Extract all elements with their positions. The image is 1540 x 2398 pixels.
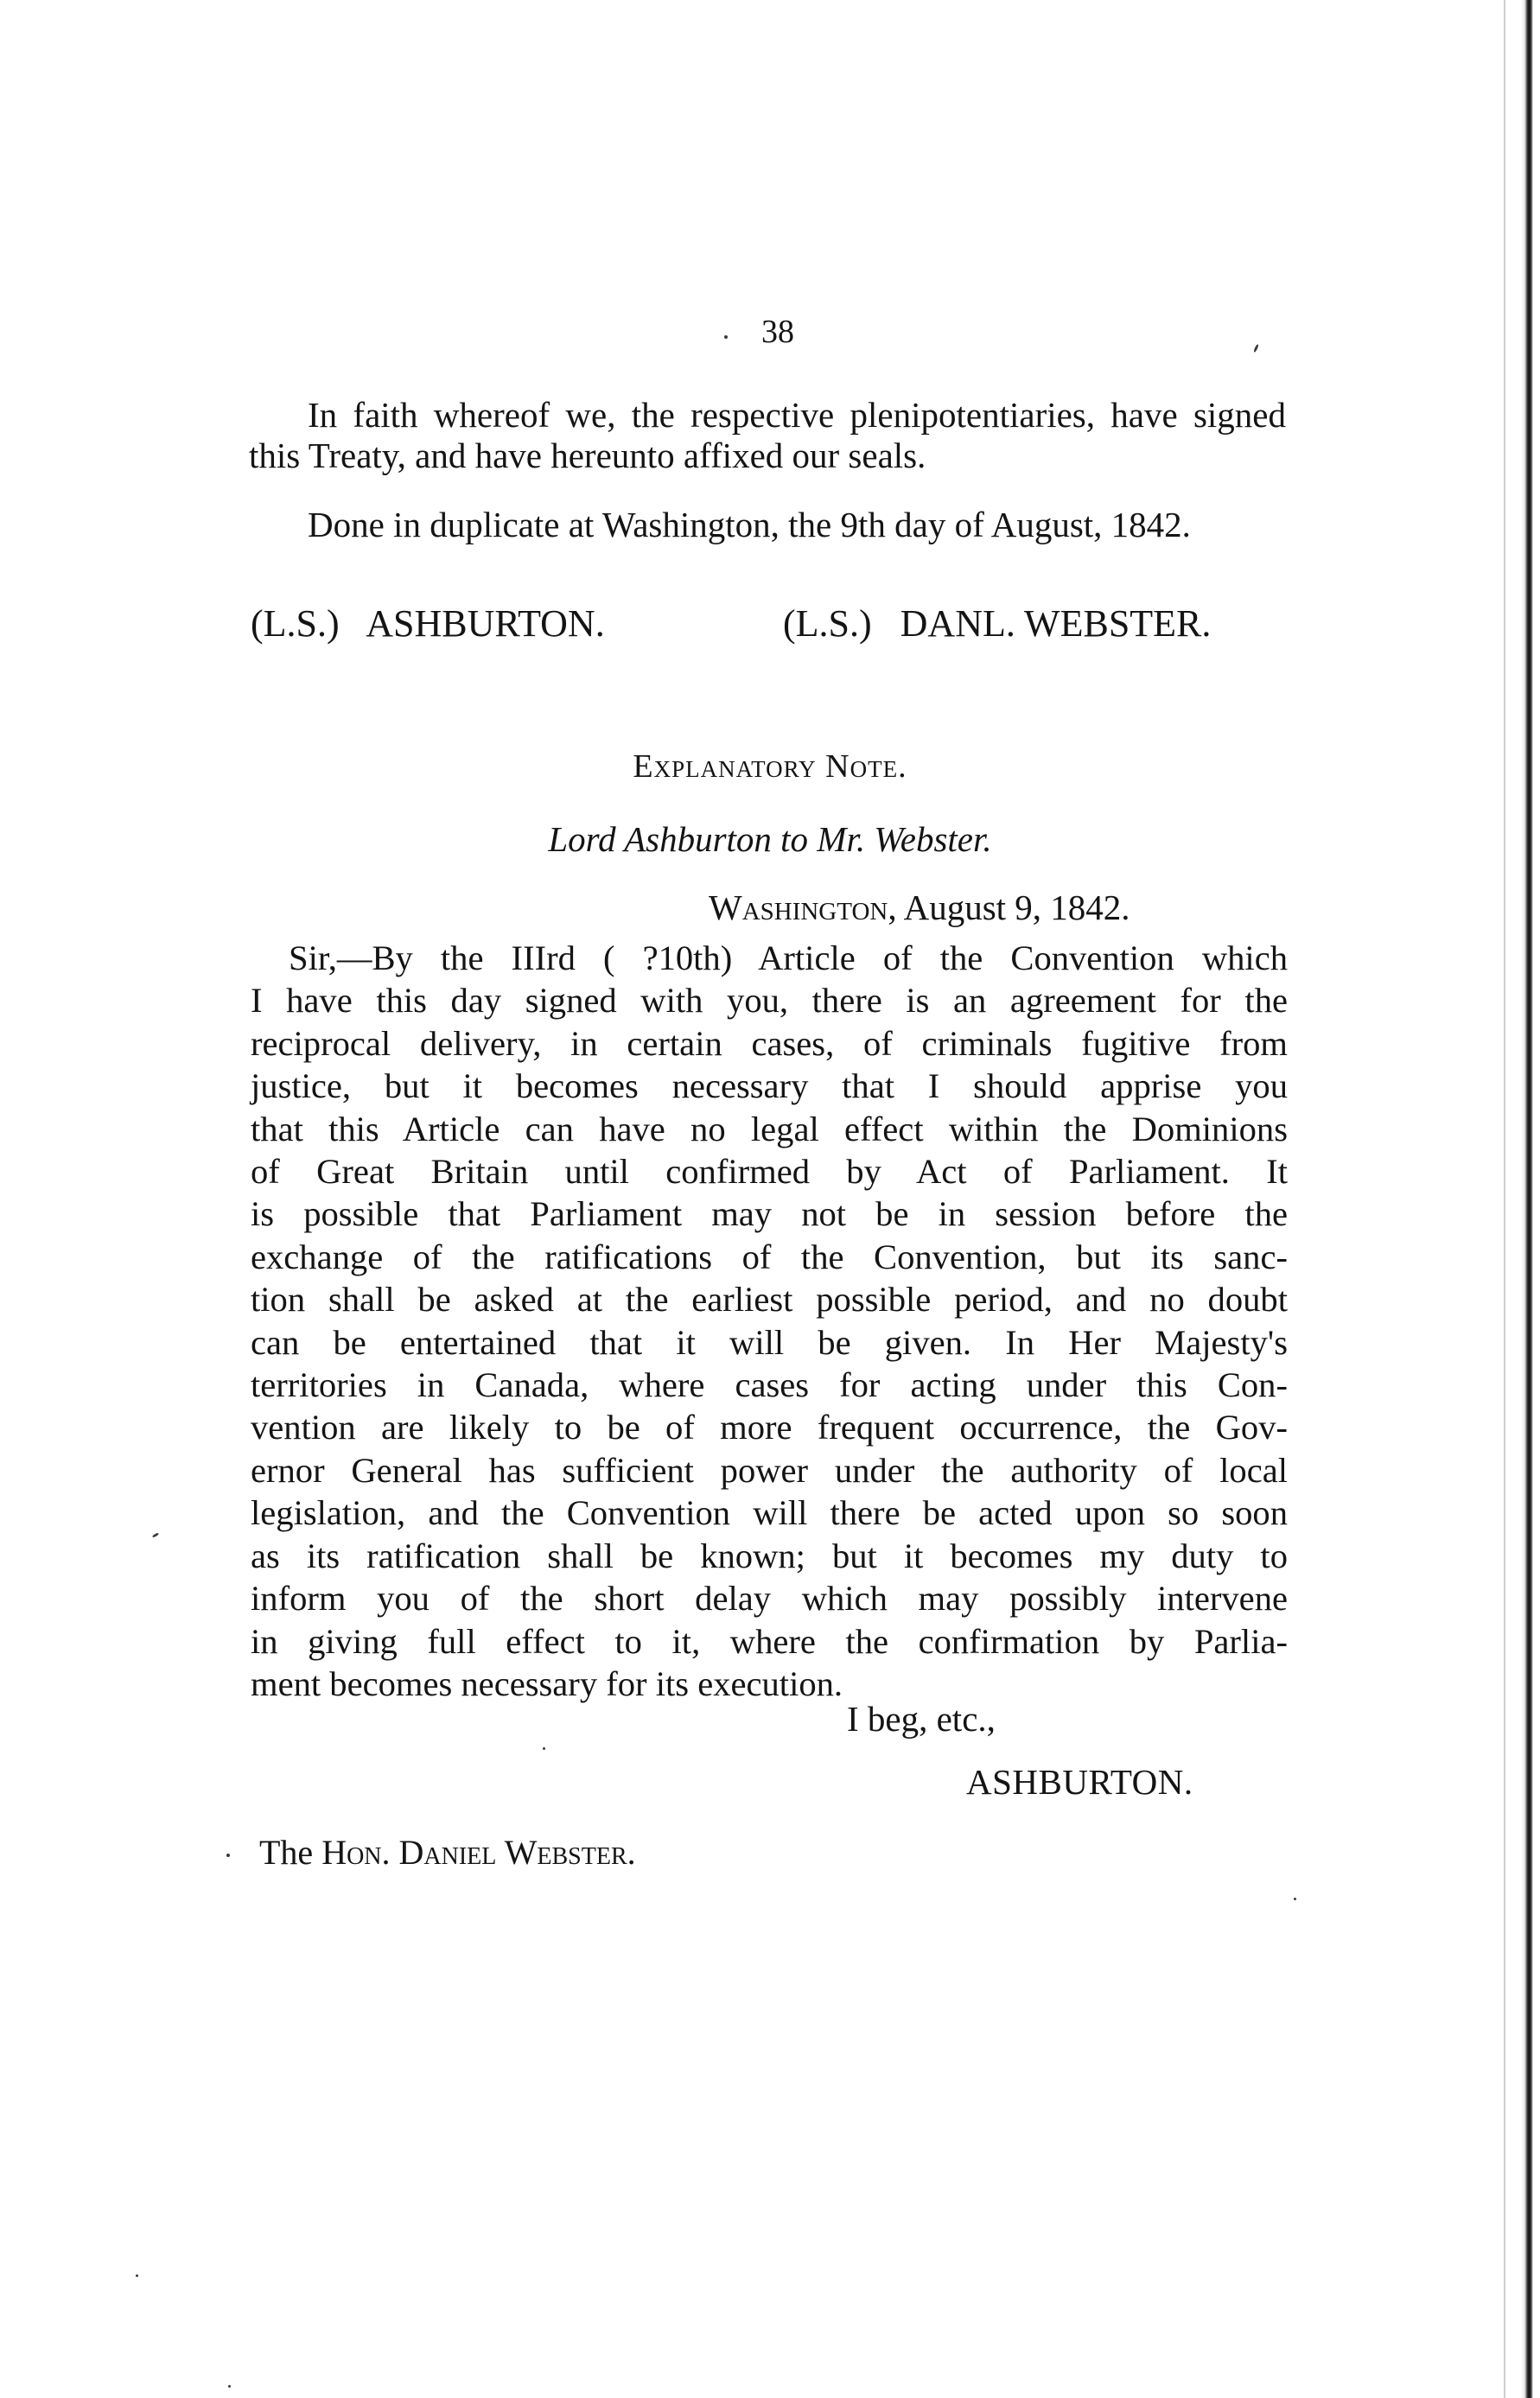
letter-line: territories in Canada, where cases for acting under this Con-	[251, 1365, 1288, 1405]
letter-body	[251, 937, 1288, 1705]
seal-ashburton: (L.S.) ASHBURTON.	[251, 602, 605, 645]
letter-line: of Great Britain until confirmed by Act of Parliament. It	[251, 1152, 1288, 1192]
letter-line: can be entertained that it will be given. In Her Majesty's	[251, 1322, 1288, 1362]
letter-line: legislation, and the Convention will there be acted upon so soon	[251, 1493, 1288, 1533]
page-number: 38	[761, 314, 794, 350]
print-speck	[1253, 344, 1259, 353]
letter-line: ment becomes necessary for its execution.	[251, 1663, 843, 1703]
letter-line: in giving full effect to it, where the confirmation by Parlia-	[251, 1621, 1288, 1661]
page-edge-line	[1504, 0, 1505, 2398]
letter-line: ernor General has sufficient power under the authority of local	[251, 1450, 1288, 1490]
letter-dateline	[709, 887, 1130, 928]
letter-line: tion shall be asked at the earliest possible period, and no doubt	[251, 1280, 1288, 1320]
dateline-date: August 9, 1842.	[896, 887, 1130, 927]
addressee-name: Hon. Daniel Webster.	[321, 1833, 636, 1872]
letter-line: inform you of the short delay which may possibly intervene	[251, 1579, 1288, 1619]
letter-addressee	[259, 1832, 636, 1873]
faith-clause-paragraph: In faith whereof we, the respective plenipotentiaries, have signed this Treaty, and have hereunto affixed our seals.	[249, 395, 1286, 475]
print-speck	[1294, 1898, 1296, 1900]
letter-line: reciprocal delivery, in certain cases, of criminals fugitive from	[251, 1023, 1288, 1063]
letter-line: vention are likely to be of more frequent occurrence, the Gov-	[251, 1408, 1288, 1447]
letter-line: that this Article can have no legal effect within the Dominions	[251, 1109, 1288, 1148]
letter-line: is possible that Parliament may not be in session before the	[251, 1194, 1288, 1234]
letter-line: as its ratification shall be known; but it becomes my duty to	[251, 1536, 1288, 1575]
dateline-place: Washington,	[709, 887, 897, 927]
addressee-prefix: The	[259, 1833, 322, 1872]
print-speck	[543, 1747, 545, 1750]
seal-webster: (L.S.) DANL. WEBSTER.	[783, 602, 1212, 645]
done-in-duplicate-paragraph: Done in duplicate at Washington, the 9th day of August, 1842.	[308, 505, 1191, 544]
explanatory-note-heading: Explanatory Note.	[633, 748, 907, 785]
letter-signature: ASHBURTON.	[966, 1762, 1193, 1802]
print-speck	[226, 1854, 230, 1857]
print-speck	[152, 1532, 159, 1538]
print-speck	[136, 2274, 138, 2277]
letter-line: Sir,—By the IIIrd ( ?10th) Article of the Convention which	[289, 938, 1288, 977]
print-speck	[228, 2385, 231, 2388]
letter-line: justice, but it becomes necessary that I should apprise you	[251, 1066, 1288, 1106]
page-binding-edge	[1521, 0, 1533, 2398]
letter-subheading: Lord Ashburton to Mr. Webster.	[548, 819, 992, 859]
letter-line: I have this day signed with you, there is an agreement for the	[251, 981, 1288, 1021]
letter-line: exchange of the ratifications of the Convention, but its sanc-	[251, 1237, 1288, 1276]
letter-closing: I beg, etc.,	[847, 1699, 996, 1739]
